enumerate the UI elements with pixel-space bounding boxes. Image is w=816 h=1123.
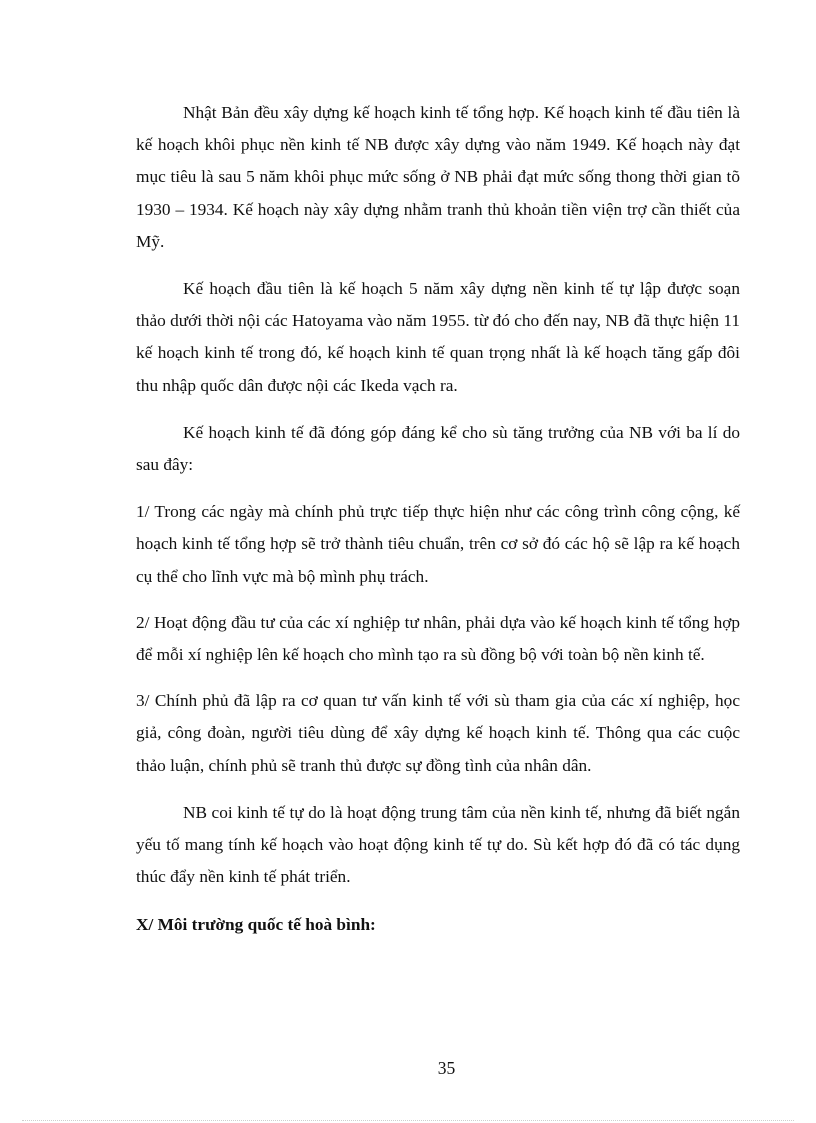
list-item-reason-2: 2/ Hoạt động đầu tư của các xí nghiệp tư nhân, phải dựa vào kế hoạch kinh tế tổng hợp để mỗi xí nghiệp lên kế hoạch cho mình tạo ra sù đồng bộ với toàn bộ nền kinh tế. bbox=[136, 612, 740, 665]
paragraph-three-reasons: Kế hoạch kinh tế đã đóng góp đáng kể cho sù tăng trưởng của NB với ba lí do sau đây: bbox=[136, 422, 740, 475]
list-item-reason-3: 3/ Chính phủ đã lập ra cơ quan tư vấn kinh tế với sù tham gia của các xí nghiệp, học giả, công đoàn, người tiêu dùng để xây dựng kế hoạch kinh tế. Thông qua các cuộc thảo luận, chính phủ sẽ tranh thủ được sự đồng tình của nhân dân. bbox=[136, 691, 740, 775]
paragraph-first-five-year-plan: Kế hoạch đầu tiên là kế hoạch 5 năm xây dựng nền kinh tế tự lập được soạn thảo dưới thời nội các Hatoyama vào năm 1955. từ đó cho đến nay, NB đã thực hiện 11 kế hoạch kinh tế trong đó, kế hoạch kinh tế quan trọng nhất là kế hoạch tăng gấp đôi thu nhập quốc dân được nội các Ikeda vạch ra. bbox=[136, 279, 740, 395]
paragraph-free-economy: NB coi kinh tế tự do là hoạt động trung tâm của nền kinh tế, nhưng đã biết ngắn yếu tố mang tính kế hoạch vào hoạt động kinh tế tự do. Sù kết hợp đó đã có tác dụng thúc đẩy nền kinh tế phát triển. bbox=[136, 802, 740, 887]
page-bottom-divider bbox=[22, 1120, 794, 1121]
section-heading: X/ Môi trường quốc tế hoà bình: bbox=[136, 915, 376, 935]
list-item-reason-1: 1/ Trong các ngày mà chính phủ trực tiếp thực hiện như các công trình công cộng, kế hoạch kinh tế tổng hợp sẽ trở thành tiêu chuẩn, trên cơ sở đó các hộ sẽ lập ra kế hoạch cụ thể cho lĩnh vực mà bộ mình phụ trách. bbox=[136, 502, 740, 586]
paragraph-economic-plans-intro: Nhật Bản đều xây dựng kế hoạch kinh tế tổng hợp. Kế hoạch kinh tế đầu tiên là kế hoạch khôi phục nền kinh tế NB được xây dựng vào năm 1949. Kế hoạch này đạt mục tiêu là sau 5 năm khôi phục mức sống ở NB phải đạt mức sống thong thời gian tõ 1930 – 1934. Kế hoạch này xây dựng nhằm tranh thủ khoản tiền viện trợ cần thiết của Mỹ. bbox=[136, 103, 740, 251]
document-body bbox=[136, 97, 740, 941]
page-number: 35 bbox=[437, 1058, 456, 1078]
